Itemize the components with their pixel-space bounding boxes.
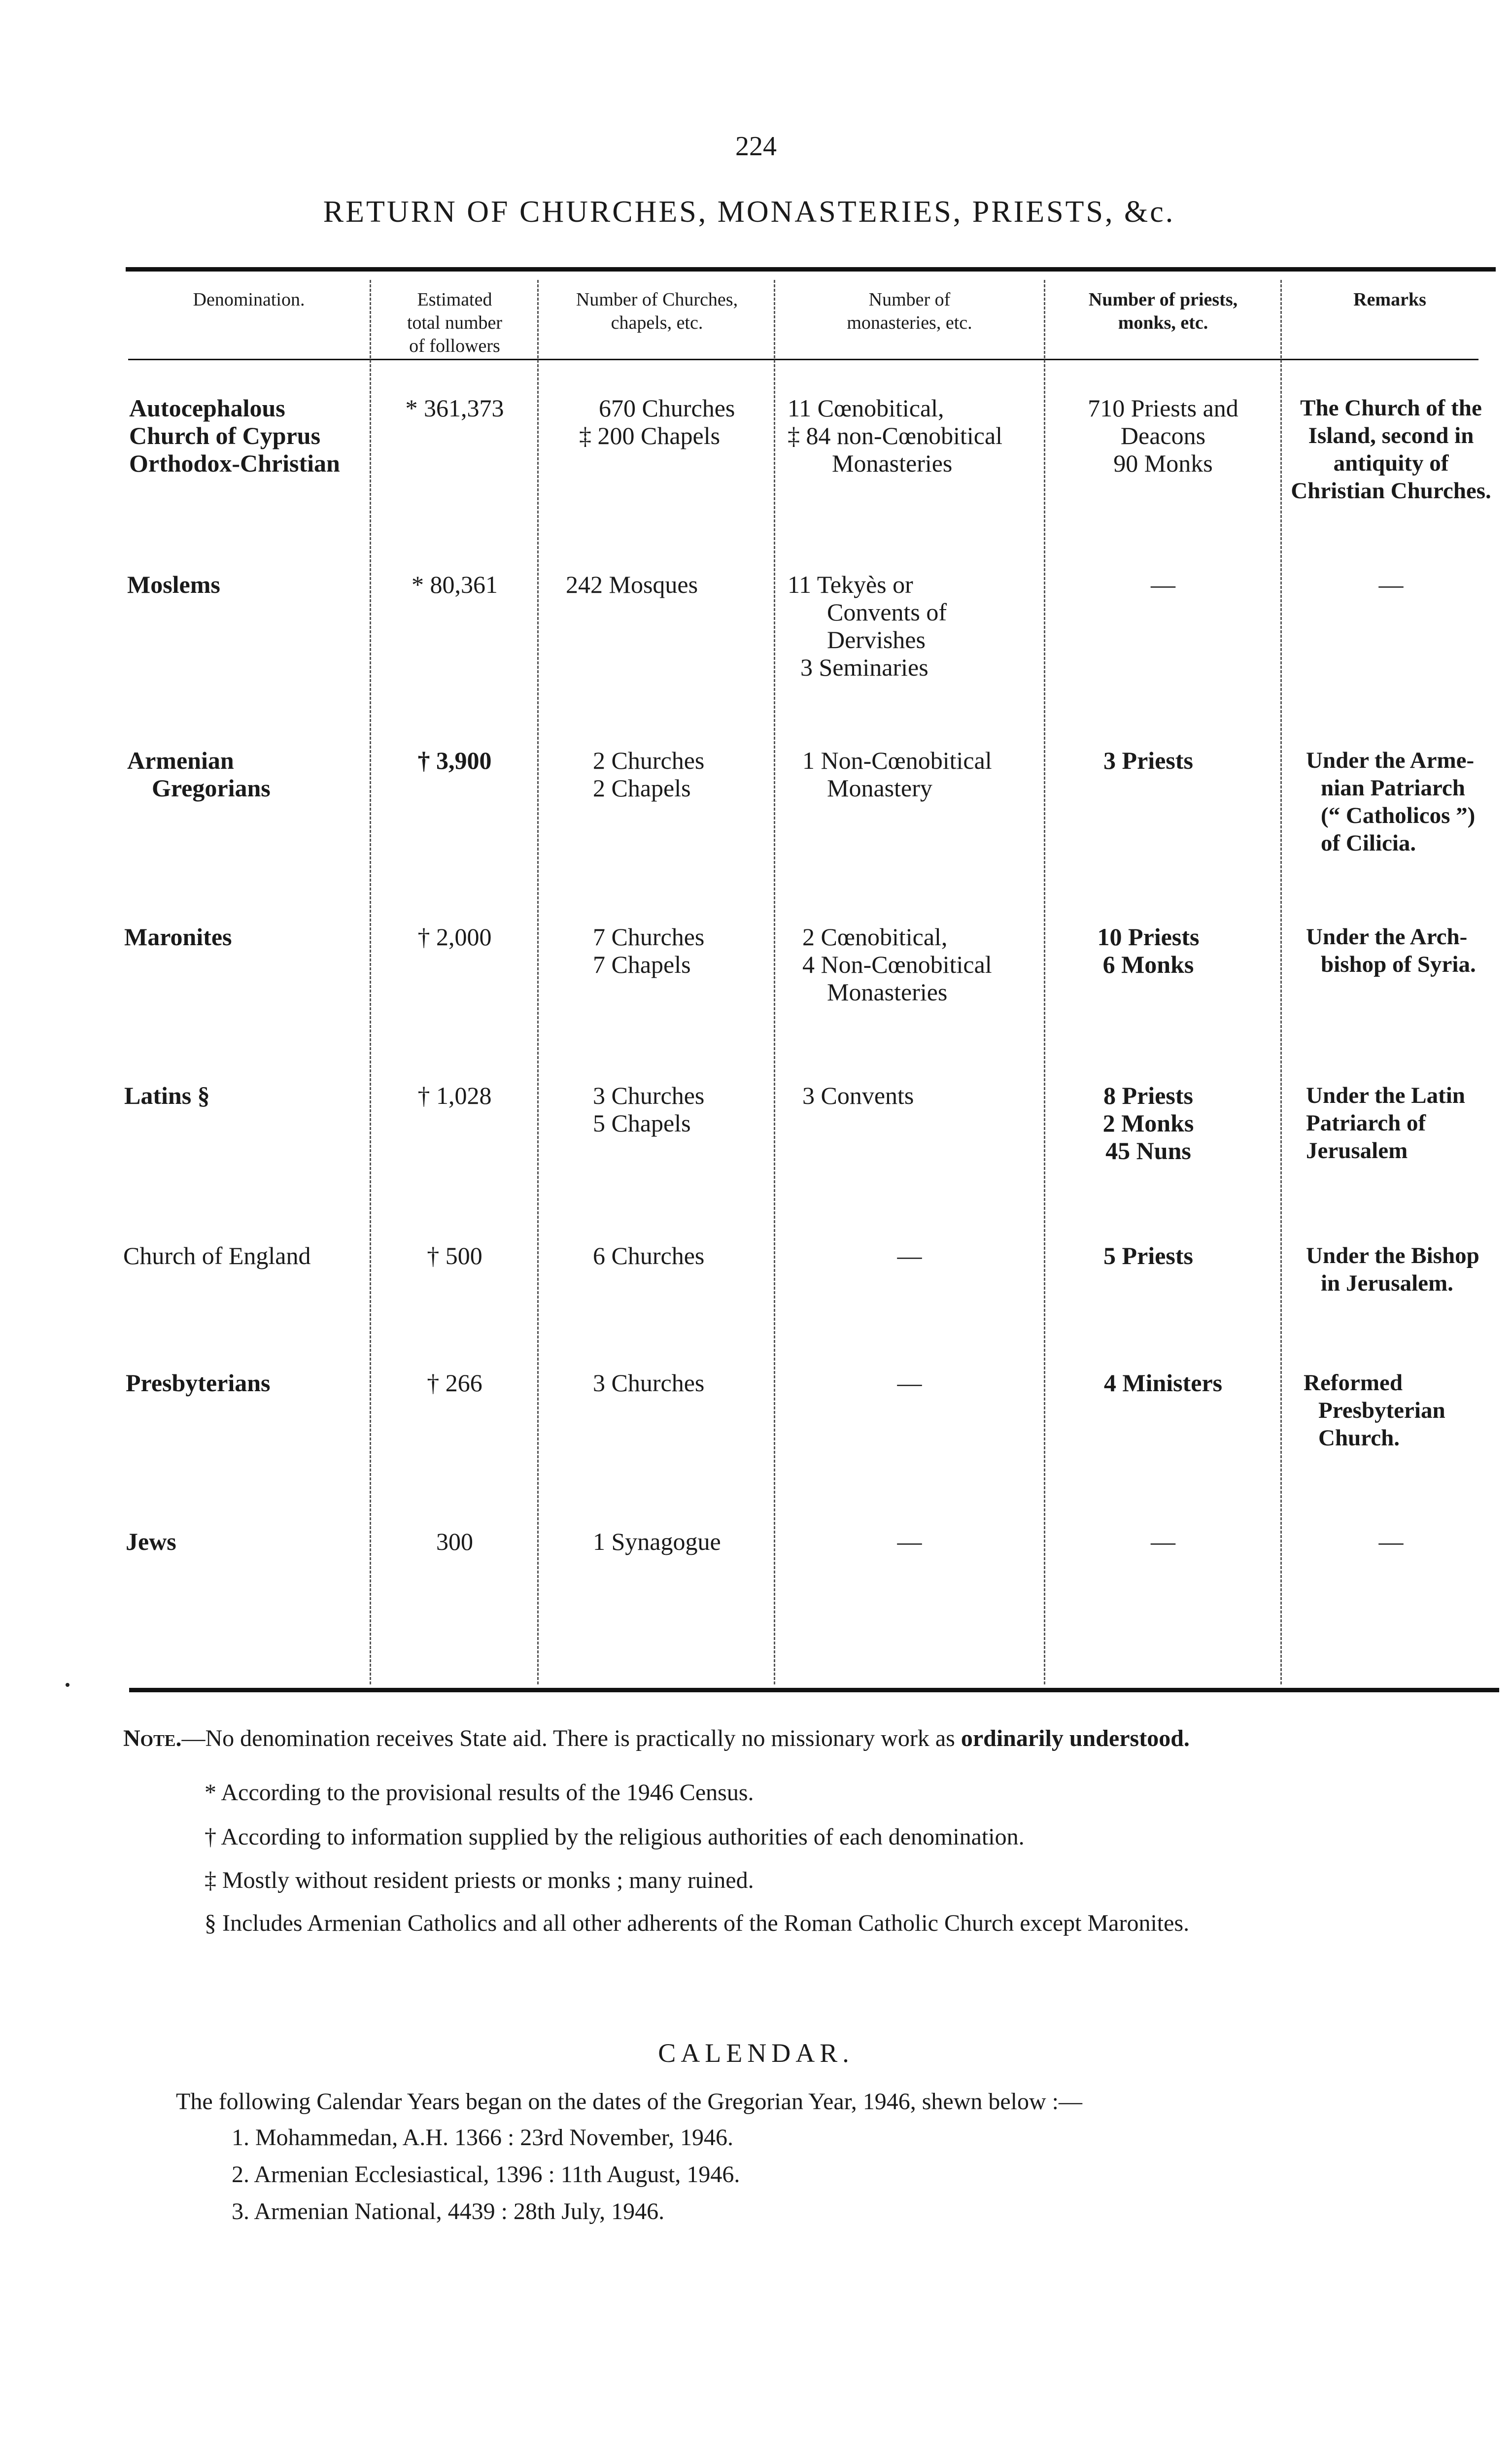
followers-cell: † 266 — [427, 1369, 482, 1397]
cell-line: Monasteries — [832, 449, 953, 477]
cell-line: Orthodox-Christian — [129, 449, 340, 477]
cell-line: antiquity of — [1333, 450, 1449, 476]
cell-line: of Cilicia. — [1321, 830, 1416, 856]
cell-line: in Jerusalem. — [1321, 1270, 1453, 1296]
cell-line: Convents of — [827, 598, 947, 626]
header-line: Estimated — [417, 289, 492, 310]
column-divider — [537, 280, 539, 1684]
table-top-rule — [126, 267, 1496, 272]
note-end: ordinarily understood. — [961, 1725, 1190, 1751]
column-divider — [1280, 280, 1282, 1684]
cell-line: 670 Churches — [599, 394, 735, 422]
header-line: Number of — [868, 289, 951, 310]
footnote-ruined: ‡ Mostly without resident priests or monks ; many ruined. — [205, 1867, 754, 1893]
cell-line: (“ Catholicos ”) — [1321, 803, 1476, 828]
remarks-cell — [1306, 1242, 1479, 1297]
cell-line: Presbyterian — [1318, 1398, 1445, 1423]
denomination-cell — [127, 747, 271, 802]
cell-line: 8 Priests — [1103, 1082, 1193, 1109]
cell-line: 4 Non-Cœnobitical — [802, 951, 992, 978]
header-line: chapels, etc. — [611, 312, 703, 333]
cell-line: 11 Tekyès or — [788, 571, 913, 598]
footnote-authorities: † According to information supplied by the religious authorities of each denomination. — [205, 1824, 1025, 1850]
cell-line: Deacons — [1120, 422, 1206, 449]
monasteries-cell: 3 Convents — [802, 1082, 914, 1109]
remarks-cell — [1286, 394, 1496, 505]
cell-line: Dervishes — [827, 626, 926, 653]
cell-line: ‡ 84 non-Cœnobitical — [788, 422, 1003, 449]
churches-cell — [593, 1082, 704, 1137]
denomination-cell: Maronites — [124, 923, 232, 951]
scan-speck — [66, 1683, 69, 1687]
monasteries-cell: — — [897, 1528, 922, 1555]
churches-cell: 1 Synagogue — [593, 1528, 721, 1555]
header-line: monks, etc. — [1118, 312, 1208, 333]
cell-line: 710 Priests and — [1088, 394, 1238, 422]
header-monasteries — [778, 288, 1041, 335]
header-priests — [1047, 288, 1279, 335]
cell-line: 7 Churches — [593, 923, 705, 951]
header-line: of followers — [409, 336, 500, 356]
priests-cell — [1047, 1082, 1249, 1164]
cell-line: Jerusalem — [1306, 1138, 1408, 1164]
cell-line: Church. — [1318, 1425, 1400, 1451]
monasteries-cell — [802, 923, 992, 1006]
denomination-cell: Jews — [126, 1528, 176, 1555]
header-line: Number of Churches, — [576, 289, 738, 310]
cell-line: nian Patriarch — [1321, 775, 1465, 801]
header-denomination: Denomination. — [193, 289, 305, 310]
cell-line: 2 Cœnobitical, — [802, 923, 948, 951]
cell-line: Monastery — [827, 774, 932, 802]
footnote-census: * According to the provisional results of the 1946 Census. — [205, 1780, 754, 1806]
header-line: Number of priests, — [1088, 289, 1238, 310]
cell-line: 5 Chapels — [593, 1109, 691, 1137]
cell-line: 3 Churches — [593, 1082, 705, 1109]
cell-line: 11 Cœnobitical, — [788, 394, 944, 422]
remarks-cell — [1306, 1082, 1465, 1164]
header-line: monasteries, etc. — [847, 312, 972, 333]
remarks-cell: — — [1378, 571, 1404, 598]
cell-line: Patriarch of — [1306, 1110, 1426, 1136]
monasteries-cell — [802, 747, 992, 802]
cell-line: 3 Seminaries — [800, 653, 928, 681]
calendar-item: 1. Mohammedan, A.H. 1366 : 23rd November, 1946. — [232, 2124, 733, 2151]
remarks-cell: — — [1378, 1528, 1404, 1555]
calendar-item: 3. Armenian National, 4439 : 28th July, 1946. — [232, 2198, 665, 2224]
cell-line: The Church of the — [1300, 395, 1482, 421]
header-remarks: Remarks — [1353, 289, 1426, 310]
denomination-cell: Moslems — [127, 571, 220, 598]
cell-line: Under the Bishop — [1306, 1243, 1479, 1268]
cell-line: ‡ 200 Chapels — [579, 422, 721, 449]
calendar-intro: The following Calendar Years began on the dates of the Gregorian Year, 1946, shewn below :— — [176, 2088, 1082, 2115]
column-divider — [370, 280, 371, 1684]
calendar-item: 2. Armenian Ecclesiastical, 1396 : 11th August, 1946. — [232, 2161, 740, 2188]
cell-line: 45 Nuns — [1105, 1137, 1191, 1164]
cell-line: 90 Monks — [1113, 449, 1213, 477]
header-line: total number — [407, 312, 503, 333]
cell-line: Church of Cyprus — [129, 422, 321, 449]
denomination-cell: Latins § — [124, 1082, 210, 1109]
cell-line: Reformed — [1304, 1370, 1403, 1396]
header-churches — [541, 288, 773, 335]
cell-line: Gregorians — [152, 774, 271, 802]
table-note — [123, 1725, 1190, 1752]
cell-line: Armenian — [127, 747, 234, 774]
calendar-heading: CALENDAR. — [658, 2038, 854, 2068]
table-bottom-rule — [129, 1688, 1499, 1692]
monasteries-cell: — — [897, 1369, 922, 1397]
followers-cell: † 500 — [427, 1242, 482, 1269]
churches-cell: 3 Churches — [593, 1369, 705, 1397]
churches-cell: 242 Mosques — [566, 571, 698, 598]
cell-line: Under the Latin — [1306, 1083, 1465, 1108]
cell-line: 6 Monks — [1102, 951, 1194, 978]
priests-cell: 4 Ministers — [1103, 1369, 1223, 1397]
monasteries-cell — [788, 571, 947, 681]
remarks-cell — [1304, 1369, 1445, 1452]
cell-line: Monasteries — [827, 978, 948, 1006]
denomination-cell — [129, 394, 340, 477]
churches-cell: 6 Churches — [593, 1242, 705, 1269]
cell-line: 10 Priests — [1097, 923, 1200, 951]
monasteries-cell — [788, 394, 1002, 477]
remarks-cell — [1306, 747, 1475, 857]
churches-cell — [593, 747, 704, 802]
priests-cell — [1047, 394, 1279, 477]
footnote-catholics: § Includes Armenian Catholics and all other adherents of the Roman Catholic Church except Maronites. — [205, 1910, 1190, 1936]
priests-cell: 3 Priests — [1103, 747, 1193, 774]
cell-line: 7 Chapels — [593, 951, 691, 978]
priests-cell — [1047, 923, 1249, 978]
followers-cell: 300 — [436, 1528, 473, 1555]
note-text: —No denomination receives State aid. There is practically no missionary work as — [181, 1725, 961, 1751]
cell-line: bishop of Syria. — [1321, 952, 1476, 977]
cell-line: 2 Chapels — [593, 774, 691, 802]
churches-cell — [593, 923, 704, 978]
denomination-cell: Presbyterians — [126, 1369, 271, 1397]
followers-cell: † 3,900 — [417, 747, 492, 774]
header-followers — [375, 288, 535, 358]
cell-line: Christian Churches. — [1291, 478, 1491, 504]
header-underline — [128, 359, 1478, 360]
cell-line: Autocephalous — [129, 394, 285, 422]
cell-line: Under the Arme- — [1306, 748, 1475, 773]
priests-cell: 5 Priests — [1103, 1242, 1193, 1269]
followers-cell: * 80,361 — [412, 571, 498, 598]
cell-line: 2 Churches — [593, 747, 705, 774]
cell-line: 2 Monks — [1102, 1109, 1194, 1137]
remarks-cell — [1306, 923, 1476, 978]
followers-cell: † 1,028 — [417, 1082, 492, 1109]
column-divider — [774, 280, 775, 1684]
priests-cell: — — [1151, 571, 1175, 598]
column-divider — [1044, 280, 1045, 1684]
followers-cell: * 361,373 — [405, 394, 504, 422]
monasteries-cell: — — [897, 1242, 922, 1269]
churches-cell — [579, 394, 735, 449]
followers-cell: † 2,000 — [417, 923, 492, 951]
cell-line: 1 Non-Cœnobitical — [802, 747, 992, 774]
denomination-cell: Church of England — [123, 1242, 311, 1269]
note-lead: Note. — [123, 1725, 182, 1751]
page-number: 224 — [735, 131, 777, 162]
cell-line: Island, second in — [1308, 423, 1474, 448]
page-title: RETURN OF CHURCHES, MONASTERIES, PRIESTS, &c. — [323, 195, 1175, 229]
priests-cell: — — [1151, 1528, 1175, 1555]
cell-line: Under the Arch- — [1306, 924, 1468, 950]
